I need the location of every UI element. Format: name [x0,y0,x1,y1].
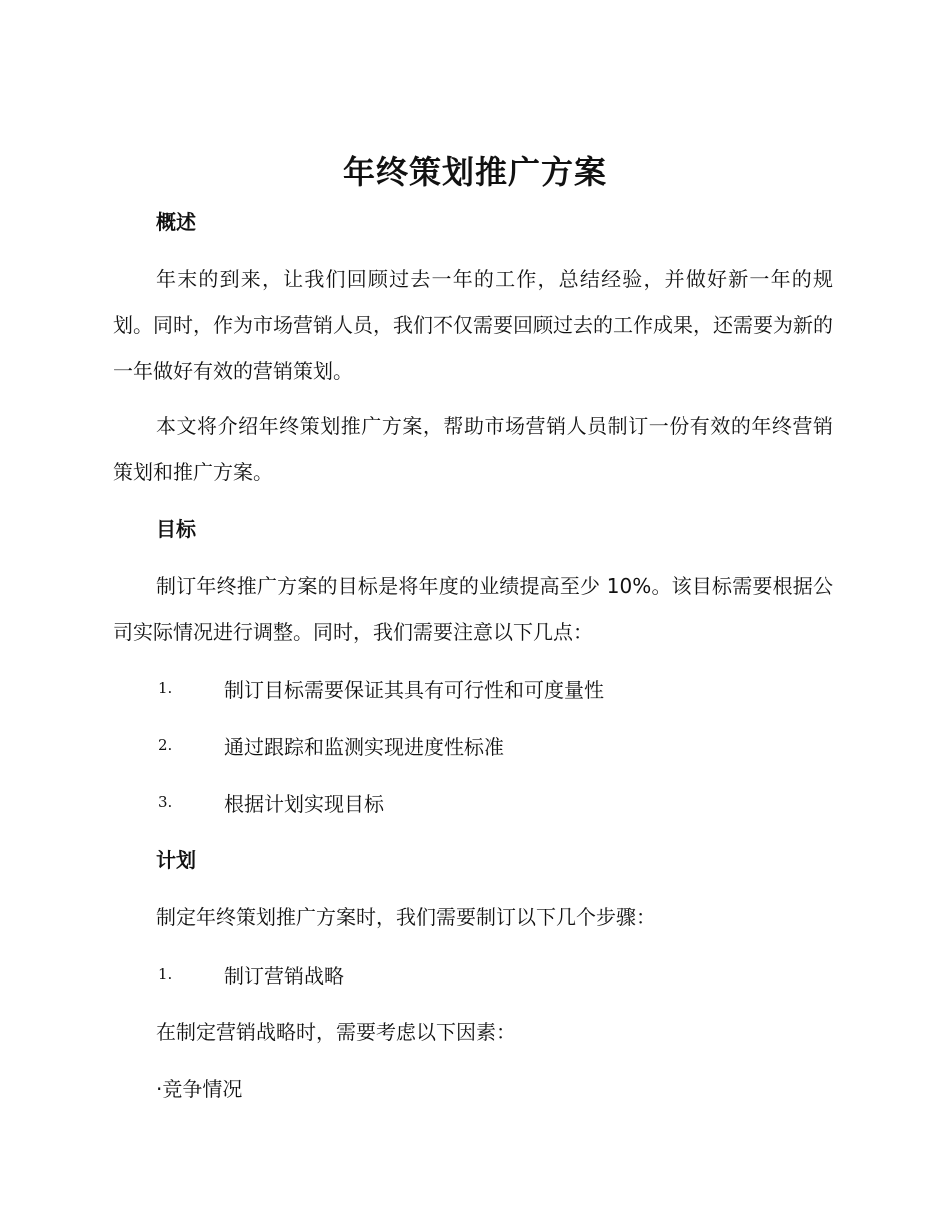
list-text: 制订营销战略 [224,963,344,988]
goal-paragraph: 制订年终推广方案的目标是将年度的业绩提高至少 10%。该目标需要根据公司实际情况进行调整。同时，我们需要注意以下几点： [113,574,833,644]
strategy-intro: 在制定营销战略时，需要考虑以下因素： [156,1020,516,1044]
plan-intro: 制定年终策划推广方案时，我们需要制订以下几个步骤： [156,905,656,929]
goal-list-item [158,731,504,759]
bullet-symbol: · [156,1077,163,1101]
section-heading-overview: 概述 [156,210,196,234]
list-number: 1. [158,965,173,983]
plan-list-item [158,960,344,988]
list-text: 根据计划实现目标 [224,791,384,816]
bullet-text: 竞争情况 [162,1077,243,1101]
goal-list-item [158,788,384,816]
goal-list-item [158,674,604,702]
list-number: 2. [158,736,173,754]
overview-paragraph-1: 年末的到来，让我们回顾过去一年的工作，总结经验，并做好新一年的规划。同时，作为市场营销人员，我们不仅需要回顾过去的工作成果，还需要为新的一年做好有效的营销策划。 [113,267,833,383]
section-heading-plan: 计划 [156,848,196,872]
page-title: 年终策划推广方案 [342,153,607,191]
list-text: 通过跟踪和监测实现进度性标准 [224,734,504,759]
list-number: 1. [158,679,173,697]
section-heading-goal: 目标 [156,517,196,541]
bullet-item [156,1075,242,1103]
list-text: 制订目标需要保证其具有可行性和可度量性 [224,677,604,702]
overview-paragraph-2: 本文将介绍年终策划推广方案，帮助市场营销人员制订一份有效的年终营销策划和推广方案。 [113,414,833,484]
list-number: 3. [158,793,173,811]
